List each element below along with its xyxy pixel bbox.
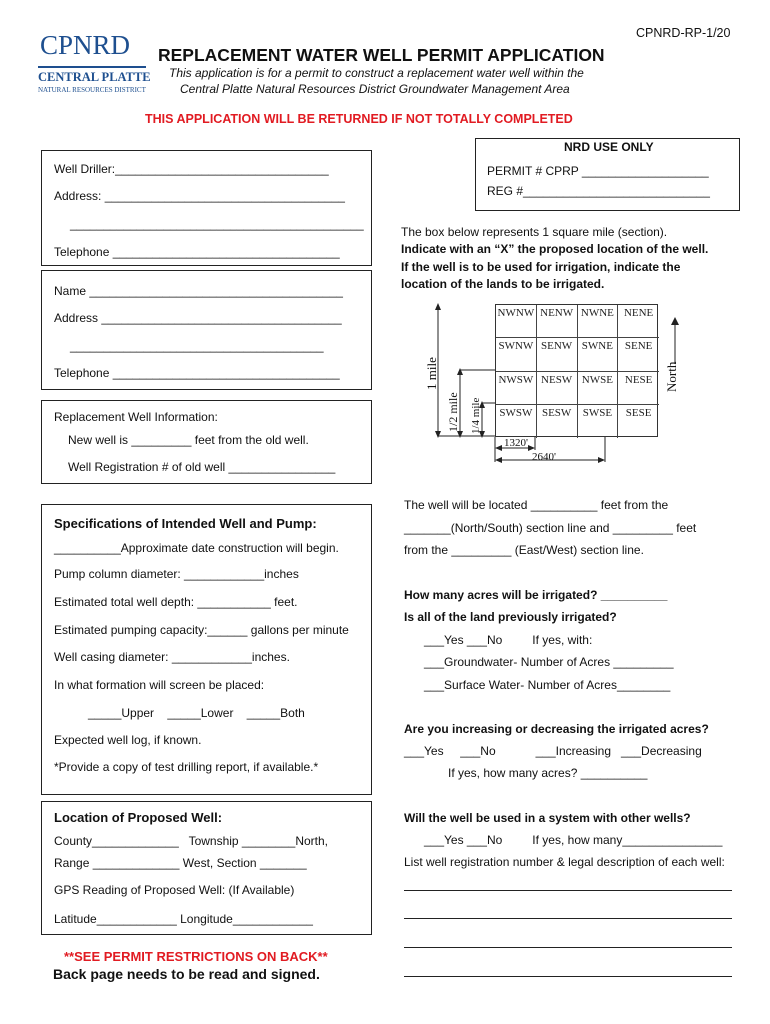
change-acres-question: Are you increasing or decreasing the irrigated acres? bbox=[404, 722, 709, 736]
logo-line1: CENTRAL PLATTE bbox=[38, 70, 151, 84]
grid-cell-nwnw[interactable]: NWNW bbox=[496, 305, 537, 338]
grid-cell-nwne[interactable]: NWNE bbox=[578, 305, 619, 338]
owner-address-field[interactable]: Address ____________________________________ bbox=[54, 311, 342, 325]
grid-cell-swne[interactable]: SWNE bbox=[578, 338, 619, 371]
back-page-notice: Back page needs to be read and signed. bbox=[53, 966, 320, 982]
grid-cell-senw[interactable]: SENW bbox=[537, 338, 578, 371]
formation-question: In what formation will screen be placed: bbox=[54, 678, 265, 692]
logo-acronym: CPNRD bbox=[40, 30, 131, 60]
county-township-field[interactable]: County_____________ Township ________North, bbox=[54, 834, 328, 848]
system-list-label: List well registration number & legal description of each well: bbox=[404, 855, 725, 869]
label-one-mile: 1 mile bbox=[424, 357, 439, 390]
system-list-line-3[interactable] bbox=[404, 947, 732, 948]
previously-irrigated-question: Is all of the land previously irrigated? bbox=[404, 610, 617, 624]
return-warning: THIS APPLICATION WILL BE RETURNED IF NOT TOTALLY COMPLETED bbox=[145, 112, 573, 126]
formation-options[interactable]: _____Upper _____Lower _____Both bbox=[88, 706, 305, 720]
lat-long-field[interactable]: Latitude____________ Longitude____________ bbox=[54, 912, 313, 926]
driller-address-field[interactable]: Address: ____________________________________ bbox=[54, 189, 345, 203]
subtitle-line-1: This application is for a permit to construct a replacement water well within the bbox=[169, 66, 584, 80]
grid-cell-nwsw[interactable]: NWSW bbox=[496, 372, 537, 405]
section-desc-2: Indicate with an “X” the proposed location of the well. bbox=[401, 242, 709, 256]
label-north: North bbox=[664, 361, 679, 392]
nrd-reg-field[interactable]: REG #____________________________ bbox=[487, 184, 710, 198]
located-feet-field[interactable]: The well will be located __________ feet from the bbox=[404, 498, 669, 512]
driller-telephone-field[interactable]: Telephone __________________________________ bbox=[54, 245, 340, 259]
section-desc-3: If the well is to be used for irrigation, indicate the bbox=[401, 260, 681, 274]
range-section-field[interactable]: Range _____________ West, Section _______ bbox=[54, 856, 307, 870]
pump-column-field[interactable]: Pump column diameter: ____________inches bbox=[54, 567, 299, 581]
acres-question[interactable]: How many acres will be irrigated? __________ bbox=[404, 588, 668, 602]
groundwater-acres-field[interactable]: ___Groundwater- Number of Acres _________ bbox=[424, 655, 674, 669]
gps-label: GPS Reading of Proposed Well: (If Available) bbox=[54, 883, 295, 897]
system-question: Will the well be used in a system with other wells? bbox=[404, 811, 691, 825]
label-half-mile: 1/2 mile bbox=[446, 392, 460, 432]
label-quarter-mile: 1/4 mile bbox=[470, 397, 482, 434]
system-list-line-1[interactable] bbox=[404, 890, 732, 891]
north-south-line-field[interactable]: _______(North/South) section line and _________ feet bbox=[404, 521, 697, 535]
replacement-heading: Replacement Well Information: bbox=[54, 410, 218, 424]
previously-irrigated-yes-no[interactable]: ___Yes ___No If yes, with: bbox=[424, 633, 593, 647]
form-code: CPNRD-RP-1/20 bbox=[636, 26, 731, 40]
section-desc-4: location of the lands to be irrigated. bbox=[401, 277, 605, 291]
well-depth-field[interactable]: Estimated total well depth: ___________ feet. bbox=[54, 595, 298, 609]
driller-address-cont-field[interactable]: ____________________________________________ bbox=[70, 217, 364, 231]
system-yes-no[interactable]: ___Yes ___No If yes, how many_______________ bbox=[424, 833, 723, 847]
grid-measurements bbox=[425, 300, 665, 470]
grid-cell-sese[interactable]: SESE bbox=[625, 406, 652, 419]
old-well-registration-field[interactable]: Well Registration # of old well ________________ bbox=[68, 460, 336, 474]
grid-cell-swse[interactable]: SWSE bbox=[578, 405, 619, 438]
nrd-heading: NRD USE ONLY bbox=[564, 140, 654, 154]
test-report-note: *Provide a copy of test drilling report, if available.* bbox=[54, 760, 319, 774]
pumping-capacity-field[interactable]: Estimated pumping capacity:______ gallons per minute bbox=[54, 623, 349, 637]
label-2640: 2640' bbox=[532, 451, 556, 463]
section-desc-1: The box below represents 1 square mile (section). bbox=[401, 225, 668, 239]
east-west-line-field[interactable]: from the _________ (East/West) section line. bbox=[404, 543, 644, 557]
grid-cell-nese[interactable]: NESE bbox=[618, 372, 659, 405]
grid-cell-swsw[interactable]: SWSW bbox=[496, 405, 537, 438]
change-acres-options[interactable]: ___Yes ___No ___Increasing ___Decreasing bbox=[404, 744, 702, 758]
specs-heading: Specifications of Intended Well and Pump: bbox=[54, 516, 317, 531]
restrictions-notice: **SEE PERMIT RESTRICTIONS ON BACK** bbox=[64, 949, 328, 964]
label-1320: 1320' bbox=[504, 437, 528, 449]
owner-address-cont-field[interactable]: ______________________________________ bbox=[70, 339, 324, 353]
well-driller-field[interactable]: Well Driller:________________________________ bbox=[54, 162, 329, 176]
grid-cell-nene[interactable]: NENE bbox=[618, 305, 659, 338]
system-list-line-2[interactable] bbox=[404, 918, 732, 919]
casing-diameter-field[interactable]: Well casing diameter: ____________inches. bbox=[54, 650, 290, 664]
logo-line2: NATURAL RESOURCES DISTRICT bbox=[38, 86, 146, 94]
grid-cell-nenw[interactable]: NENW bbox=[537, 305, 578, 338]
grid-cell-sesw[interactable]: SESW bbox=[537, 405, 578, 438]
logo-divider bbox=[38, 66, 146, 68]
subtitle-line-2: Central Platte Natural Resources District Groundwater Management Area bbox=[180, 82, 570, 96]
change-acres-amount-field[interactable]: If yes, how many acres? __________ bbox=[448, 766, 648, 780]
grid-cell-swnw[interactable]: SWNW bbox=[496, 338, 537, 371]
north-arrow-icon bbox=[668, 316, 682, 366]
owner-telephone-field[interactable]: Telephone __________________________________ bbox=[54, 366, 340, 380]
cpnrd-logo bbox=[36, 30, 151, 100]
new-well-distance-field[interactable]: New well is _________ feet from the old well. bbox=[68, 433, 309, 447]
well-log-label: Expected well log, if known. bbox=[54, 733, 202, 747]
grid-cell-sene[interactable]: SENE bbox=[618, 338, 659, 371]
nrd-permit-field[interactable]: PERMIT # CPRP ___________________ bbox=[487, 164, 709, 178]
construction-date-field[interactable]: __________Approximate date construction will begin. bbox=[54, 541, 339, 555]
surface-water-acres-field[interactable]: ___Surface Water- Number of Acres________ bbox=[424, 678, 671, 692]
location-heading: Location of Proposed Well: bbox=[54, 810, 223, 825]
owner-name-field[interactable]: Name ______________________________________ bbox=[54, 284, 343, 298]
grid-cell-nesw[interactable]: NESW bbox=[537, 372, 578, 405]
grid-cell-nwse[interactable]: NWSE bbox=[578, 372, 619, 405]
system-list-line-4[interactable] bbox=[404, 976, 732, 977]
page-title: REPLACEMENT WATER WELL PERMIT APPLICATION bbox=[158, 45, 605, 65]
